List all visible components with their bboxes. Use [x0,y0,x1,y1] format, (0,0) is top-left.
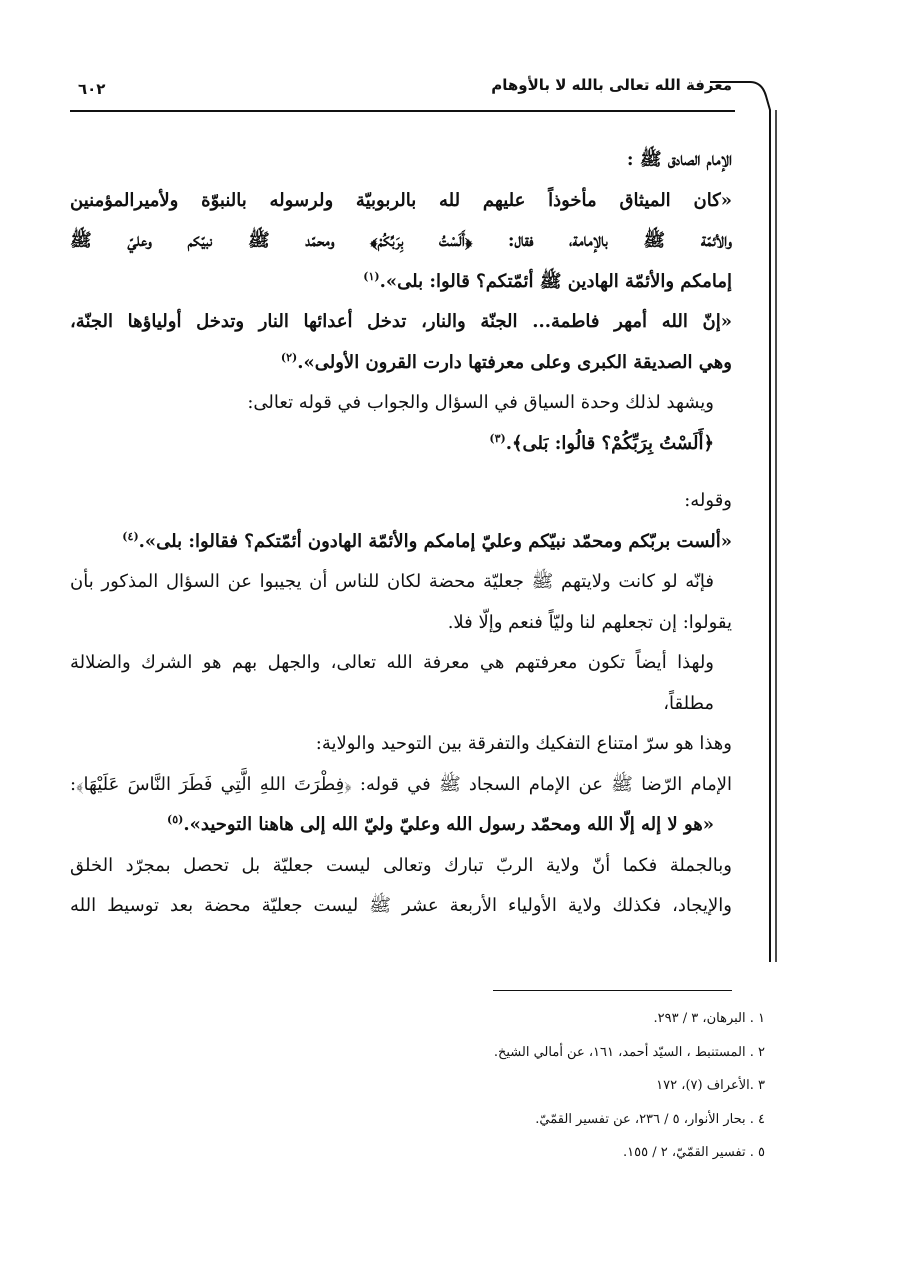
text-line: الإمام الرّضا ﷺ عن الإمام السجاد ﷺ في قوله: ﴿فِطْرَتَ اللهِ الَّتِي فَطَرَ النَّاسَ عَلَيْهَا﴾: [70,773,732,795]
footnote: ٤ . بحار الأنوار، ٥ / ٢٣٦، عن تفسير القمّيّ. [535,1111,765,1127]
text-line: وبالجملة فكما أنّ ولاية الربّ تبارك وتعالى ليست جعليّة بل تحصل بمجرّد الخلق [70,854,732,876]
text-line: فإنّه لو كانت ولايتهم ﷺ جعليّة محضة لكان للناس أن يجيبوا عن السؤال المذكور بأن [70,571,714,592]
text-line: الإمام الصادق ﷺ : [626,149,732,170]
quote-text: «ألست بربّكم ومحمّد نبيّكم وعليّ إمامكم والأئمّة الهادون أئمّتكم؟ فقالوا: بلى». [138,530,732,552]
quote-line [70,343,732,384]
verse-text: ﴿أَلَسْتُ بِرَبِّكُمْ؟ قالُوا: بَلى﴾. [505,432,714,454]
quote-line [70,805,732,846]
text-line: يقولوا: إن تجعلهم لنا وليّاً فنعم وإلّا فلا. [447,611,732,633]
quote-line [70,262,732,303]
quote-text: «هو لا إله إلّا الله ومحمّد رسول الله وعليّ وليّ الله إلى هاهنا التوحيد». [183,814,714,835]
text-line: وهذا هو سرّ امتناع التفكيك والتفرقة بين التوحيد والولاية: [315,733,732,754]
text-line: وقوله: [684,490,732,511]
footnote: ٣ .الأعراف (٧)، ١٧٢ [656,1078,765,1093]
text-line: ولهذا أيضاً تكون معرفتهم هي معرفة الله تعالى، والجهل بهم هو الشرك والضلالة مطلقاً، [70,652,714,714]
text-line: والإيجاد، فكذلك ولاية الأولياء الأربعة عشر ﷺ ليست جعليّة محضة بعد توسيط الله [70,895,732,916]
quote-line: «إنّ الله أمهر فاطمة... الجنّة والنار، تدخل أعدائها النار وتدخل أولياؤها الجنّة، [70,311,732,332]
footnote: ٢ . المستنبط ، السيّد أحمد، ١٦١، عن أمالي الشيخ. [493,1044,765,1060]
footnote: ٥ . تفسير القمّيّ، ٢ / ١٥٥. [623,1145,765,1160]
main-text [70,140,732,927]
quote-line [70,522,732,563]
running-header-title: معرفة الله تعالى بالله لا بالأوهام [491,76,732,94]
footnote: ١ . البرهان، ٣ / ٢٩٣. [653,1011,765,1026]
quote-text: إمامكم والأئمّة الهادين ﷺ أئمّتكم؟ قالوا: بلى». [379,270,732,292]
footnote-ref: (٤) [122,529,139,543]
page-number: ٦٠٢ [78,80,106,98]
footnote-ref: (٣) [489,431,506,445]
text-line: ويشهد لذلك وحدة السياق في السؤال والجواب في قوله تعالى: [247,392,714,413]
quote-line: «كان الميثاق مأخوذاً عليهم لله بالربوبيّة ولرسوله بالنبوّة ولأميرالمؤمنين [70,189,732,211]
footnote-ref: (٢) [280,350,298,364]
footnote-separator [493,990,732,991]
quote-line: والأئمّة ﷺ بالإمامة، فقال: ﴿أَلَسْتُ بِرَبِّكُمْ﴾ ومحمّد ﷺ نبيّكم وعليّ ﷺ [70,230,732,251]
header-rule [70,110,735,112]
verse-line [70,424,732,465]
footnote-ref: (٥) [167,813,184,826]
footnotes [300,1002,765,1170]
footnote-ref: (١) [363,269,380,283]
quote-text: وهي الصديقة الكبرى وعلى معرفتها دارت القرون الأولى». [297,351,732,373]
